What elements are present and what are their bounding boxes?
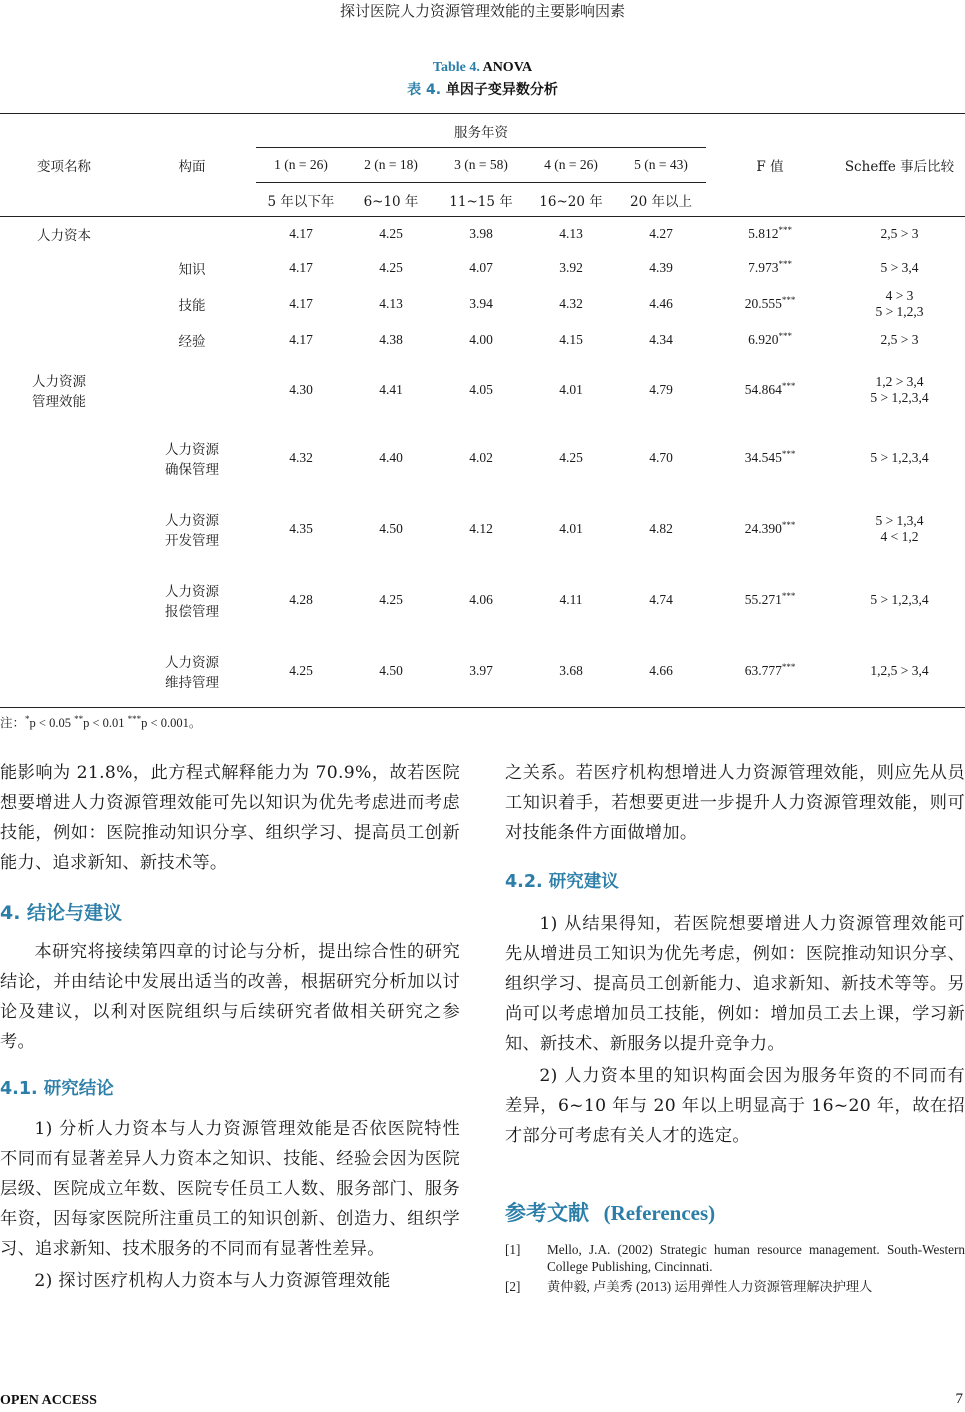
cell-mean: 3.97 bbox=[469, 663, 493, 679]
row-facet: 人力资源 维持管理 bbox=[165, 655, 219, 692]
row-facet: 人力资源 确保管理 bbox=[165, 442, 219, 478]
cell-mean: 4.50 bbox=[379, 663, 403, 679]
cell-mean: 4.17 bbox=[289, 225, 313, 241]
paragraph: 1) 分析人力资本与人力资源管理效能是否依医院特性不同而有显著差异人力资本之知识、技能、经验会因为医院层级、医院成立年数、医院专任员工人数、服务部门、服务年资，因每家医院所注重员工的知识创新、创造力、组织学习、追求新知、技术服务的不同而有显著性差异。 bbox=[0, 1119, 460, 1259]
header-group-years: 6~10 年 bbox=[346, 183, 436, 217]
cell-mean: 4.28 bbox=[289, 592, 313, 607]
table-row bbox=[0, 358, 965, 423]
paragraph: 2) 人力资本里的知识构面会因为服务年资的不同而有差异，6~10 年与 20 年以上明显高于 16~20 年，故在招才部分可考虑有关人才的选定。 bbox=[505, 1066, 965, 1146]
cell-scheffe: 5 > 3,4 bbox=[880, 260, 919, 275]
cell-mean: 4.06 bbox=[469, 592, 493, 607]
row-variable bbox=[0, 423, 128, 494]
cell-mean: 4.38 bbox=[379, 331, 403, 347]
footer-open-access: OPEN ACCESS bbox=[0, 1393, 97, 1408]
row-variable bbox=[0, 322, 128, 358]
cell-f-value: 6.920*** bbox=[748, 330, 792, 347]
cell-mean: 4.13 bbox=[379, 295, 403, 311]
cell-scheffe: 5 > 1,3,4 4 < 1,2 bbox=[875, 513, 924, 544]
cell-scheffe: 2,5 > 3 bbox=[880, 331, 919, 347]
cell-mean: 4.32 bbox=[559, 295, 583, 311]
section-heading-4-2: 4.2. 研究建议 bbox=[505, 872, 619, 892]
cell-mean: 4.07 bbox=[469, 260, 493, 275]
cell-mean: 4.27 bbox=[649, 225, 673, 241]
cell-f-value: 7.973*** bbox=[748, 259, 792, 275]
header-facet: 构面 bbox=[128, 114, 256, 217]
row-variable bbox=[0, 286, 128, 322]
cell-mean: 4.00 bbox=[469, 331, 493, 347]
cell-mean: 4.40 bbox=[379, 450, 403, 465]
cell-mean: 3.68 bbox=[559, 663, 583, 679]
cell-mean: 4.25 bbox=[379, 592, 403, 607]
table-row bbox=[0, 217, 965, 251]
table-caption-en bbox=[0, 60, 965, 76]
cell-mean: 3.98 bbox=[469, 225, 493, 241]
cell-f-value: 63.777*** bbox=[744, 662, 796, 679]
cell-mean: 4.50 bbox=[379, 521, 403, 536]
header-scheffe: Scheffe 事后比较 bbox=[834, 114, 965, 217]
table-row bbox=[0, 286, 965, 322]
cell-mean: 4.11 bbox=[559, 592, 583, 607]
row-facet: 人力资源 报偿管理 bbox=[165, 584, 219, 620]
reference-item: [2] 黄仲毅, 卢美秀 (2013) 运用弹性人力资源管理解决护理人 bbox=[505, 1279, 873, 1294]
paragraph: 能影响为 21.8%，此方程式解释能力为 70.9%，故若医院想要增进人力资源管理效能可先以知识为优先考虑进而考虑技能，例如：医院推动知识分享、组织学习、提高员工创新能力、追求新知、新技术等。 bbox=[0, 763, 460, 873]
cell-mean: 4.41 bbox=[379, 382, 403, 397]
header-f-value: F 值 bbox=[706, 114, 834, 217]
cell-mean: 4.39 bbox=[649, 260, 673, 275]
header-group-years: 11~15 年 bbox=[436, 183, 526, 217]
table-row bbox=[0, 251, 965, 286]
cell-f-value: 54.864*** bbox=[744, 381, 796, 397]
cell-f-value: 34.545*** bbox=[744, 449, 796, 465]
running-head: 探讨医院人力资源管理效能的主要影响因素 bbox=[339, 2, 625, 20]
header-group-n: 1 (n = 26) bbox=[256, 148, 346, 183]
table-row bbox=[0, 322, 965, 358]
row-facet: 人力资源 开发管理 bbox=[165, 513, 219, 549]
section-heading-4-1: 4.1. 研究结论 bbox=[0, 1079, 114, 1099]
paragraph: 2) 探讨医疗机构人力资本与人力资源管理效能 bbox=[34, 1271, 391, 1291]
paragraph: 本研究将接续第四章的讨论与分析，提出综合性的研究结论，并由结论中发展出适当的改善，根据研究分析加以讨论及建议，以利对医院组织与后续研究者做相关研究之参考。 bbox=[0, 942, 460, 1052]
cell-scheffe: 1,2,5 > 3,4 bbox=[870, 663, 929, 679]
cell-mean: 4.35 bbox=[289, 521, 313, 536]
row-variable: 人力资源 管理效能 bbox=[32, 374, 86, 410]
cell-mean: 4.15 bbox=[559, 331, 583, 347]
table-row bbox=[0, 423, 965, 494]
table-row bbox=[0, 636, 965, 708]
cell-f-value: 55.271*** bbox=[744, 591, 796, 607]
cell-mean: 3.92 bbox=[559, 260, 583, 275]
cell-scheffe: 5 > 1,2,3,4 bbox=[870, 592, 929, 607]
cell-mean: 4.74 bbox=[649, 592, 673, 607]
cell-mean: 4.17 bbox=[289, 260, 313, 275]
table-row bbox=[0, 494, 965, 565]
cell-mean: 4.30 bbox=[289, 382, 313, 397]
cell-mean: 4.05 bbox=[469, 382, 493, 397]
cell-scheffe: 1,2 > 3,4 5 > 1,2,3,4 bbox=[870, 374, 929, 405]
header-group-years: 16~20 年 bbox=[526, 183, 616, 217]
cell-mean: 4.12 bbox=[469, 521, 493, 536]
cell-mean: 4.01 bbox=[559, 382, 583, 397]
row-variable: 人力资本 bbox=[37, 227, 91, 244]
table-note: 注：*p < 0.05 **p < 0.01 ***p < 0.001。 bbox=[0, 714, 202, 730]
table-row bbox=[0, 565, 965, 636]
cell-f-value: 5.812*** bbox=[748, 224, 792, 241]
caption-cn-title: 单因子变异数分析 bbox=[445, 82, 558, 98]
cell-mean: 4.17 bbox=[289, 331, 313, 347]
cell-mean: 4.79 bbox=[649, 382, 673, 397]
cell-mean: 4.01 bbox=[559, 521, 583, 536]
cell-mean: 4.82 bbox=[649, 521, 673, 536]
caption-cn-label: 表 4. bbox=[407, 82, 442, 98]
cell-scheffe: 5 > 1,2,3,4 bbox=[870, 450, 929, 465]
paragraph: 1) 从结果得知，若医院想要增进人力资源管理效能可先从增进员工知识为优先考虑，例如：医院推动知识分享、组织学习、提高员工创新能力、追求新知、新技术等等。另尚可以考虑增加员工技能，例如：增加员工去上课，学习新知、新技术、新服务以提升竞争力。 bbox=[505, 914, 965, 1054]
caption-en-title: ANOVA bbox=[482, 60, 533, 75]
cell-mean: 4.25 bbox=[289, 663, 313, 679]
table-caption-cn bbox=[0, 79, 965, 99]
cell-mean: 4.25 bbox=[379, 225, 403, 241]
cell-mean: 4.17 bbox=[289, 295, 313, 311]
header-group-n: 5 (n = 43) bbox=[616, 148, 706, 183]
row-variable bbox=[0, 251, 128, 286]
header-service-years: 服务年资 bbox=[256, 114, 706, 148]
row-facet bbox=[128, 217, 256, 251]
section-heading-4: 4. 结论与建议 bbox=[0, 902, 123, 924]
cell-mean: 4.13 bbox=[559, 225, 583, 241]
reference-item: [1] Mello, J.A. (2002) Strategic human resource management. South-Western College Publishing, Cincinnati. bbox=[505, 1242, 965, 1274]
header-group-n: 4 (n = 26) bbox=[526, 148, 616, 183]
cell-mean: 4.32 bbox=[289, 450, 313, 465]
row-facet bbox=[128, 358, 256, 423]
row-variable bbox=[0, 636, 128, 708]
right-column bbox=[505, 758, 965, 1295]
header-group-n: 3 (n = 58) bbox=[436, 148, 526, 183]
row-variable bbox=[0, 494, 128, 565]
row-facet: 知识 bbox=[178, 262, 206, 278]
cell-mean: 4.25 bbox=[559, 450, 583, 465]
cell-mean: 4.66 bbox=[649, 663, 673, 679]
header-group-n: 2 (n = 18) bbox=[346, 148, 436, 183]
row-facet: 经验 bbox=[178, 333, 206, 350]
header-group-years: 5 年以下年 bbox=[256, 183, 346, 217]
cell-mean: 4.34 bbox=[649, 331, 673, 347]
cell-mean: 4.46 bbox=[649, 295, 673, 311]
header-variable: 变项名称 bbox=[0, 114, 128, 217]
references-heading: 参考文献 (References) bbox=[505, 1201, 716, 1225]
cell-mean: 4.70 bbox=[649, 450, 673, 465]
cell-mean: 4.25 bbox=[379, 260, 403, 275]
cell-mean: 3.94 bbox=[469, 295, 493, 311]
caption-en-label: Table 4. bbox=[432, 60, 480, 75]
row-variable bbox=[0, 565, 128, 636]
cell-f-value: 20.555*** bbox=[744, 294, 796, 311]
header-group-years: 20 年以上 bbox=[616, 183, 706, 217]
row-facet: 技能 bbox=[178, 297, 206, 314]
left-column bbox=[0, 758, 460, 1296]
anova-table bbox=[0, 113, 965, 708]
cell-scheffe: 4 > 3 5 > 1,2,3 bbox=[875, 287, 924, 319]
cell-scheffe: 2,5 > 3 bbox=[880, 225, 919, 241]
cell-f-value: 24.390*** bbox=[744, 520, 796, 536]
page-number: 7 bbox=[955, 1391, 963, 1407]
paragraph: 之关系。若医疗机构想增进人力资源管理效能，则应先从员工知识着手，若想要更进一步提升人力资源管理效能，则可对技能条件方面做增加。 bbox=[505, 763, 965, 843]
cell-mean: 4.02 bbox=[469, 450, 493, 465]
